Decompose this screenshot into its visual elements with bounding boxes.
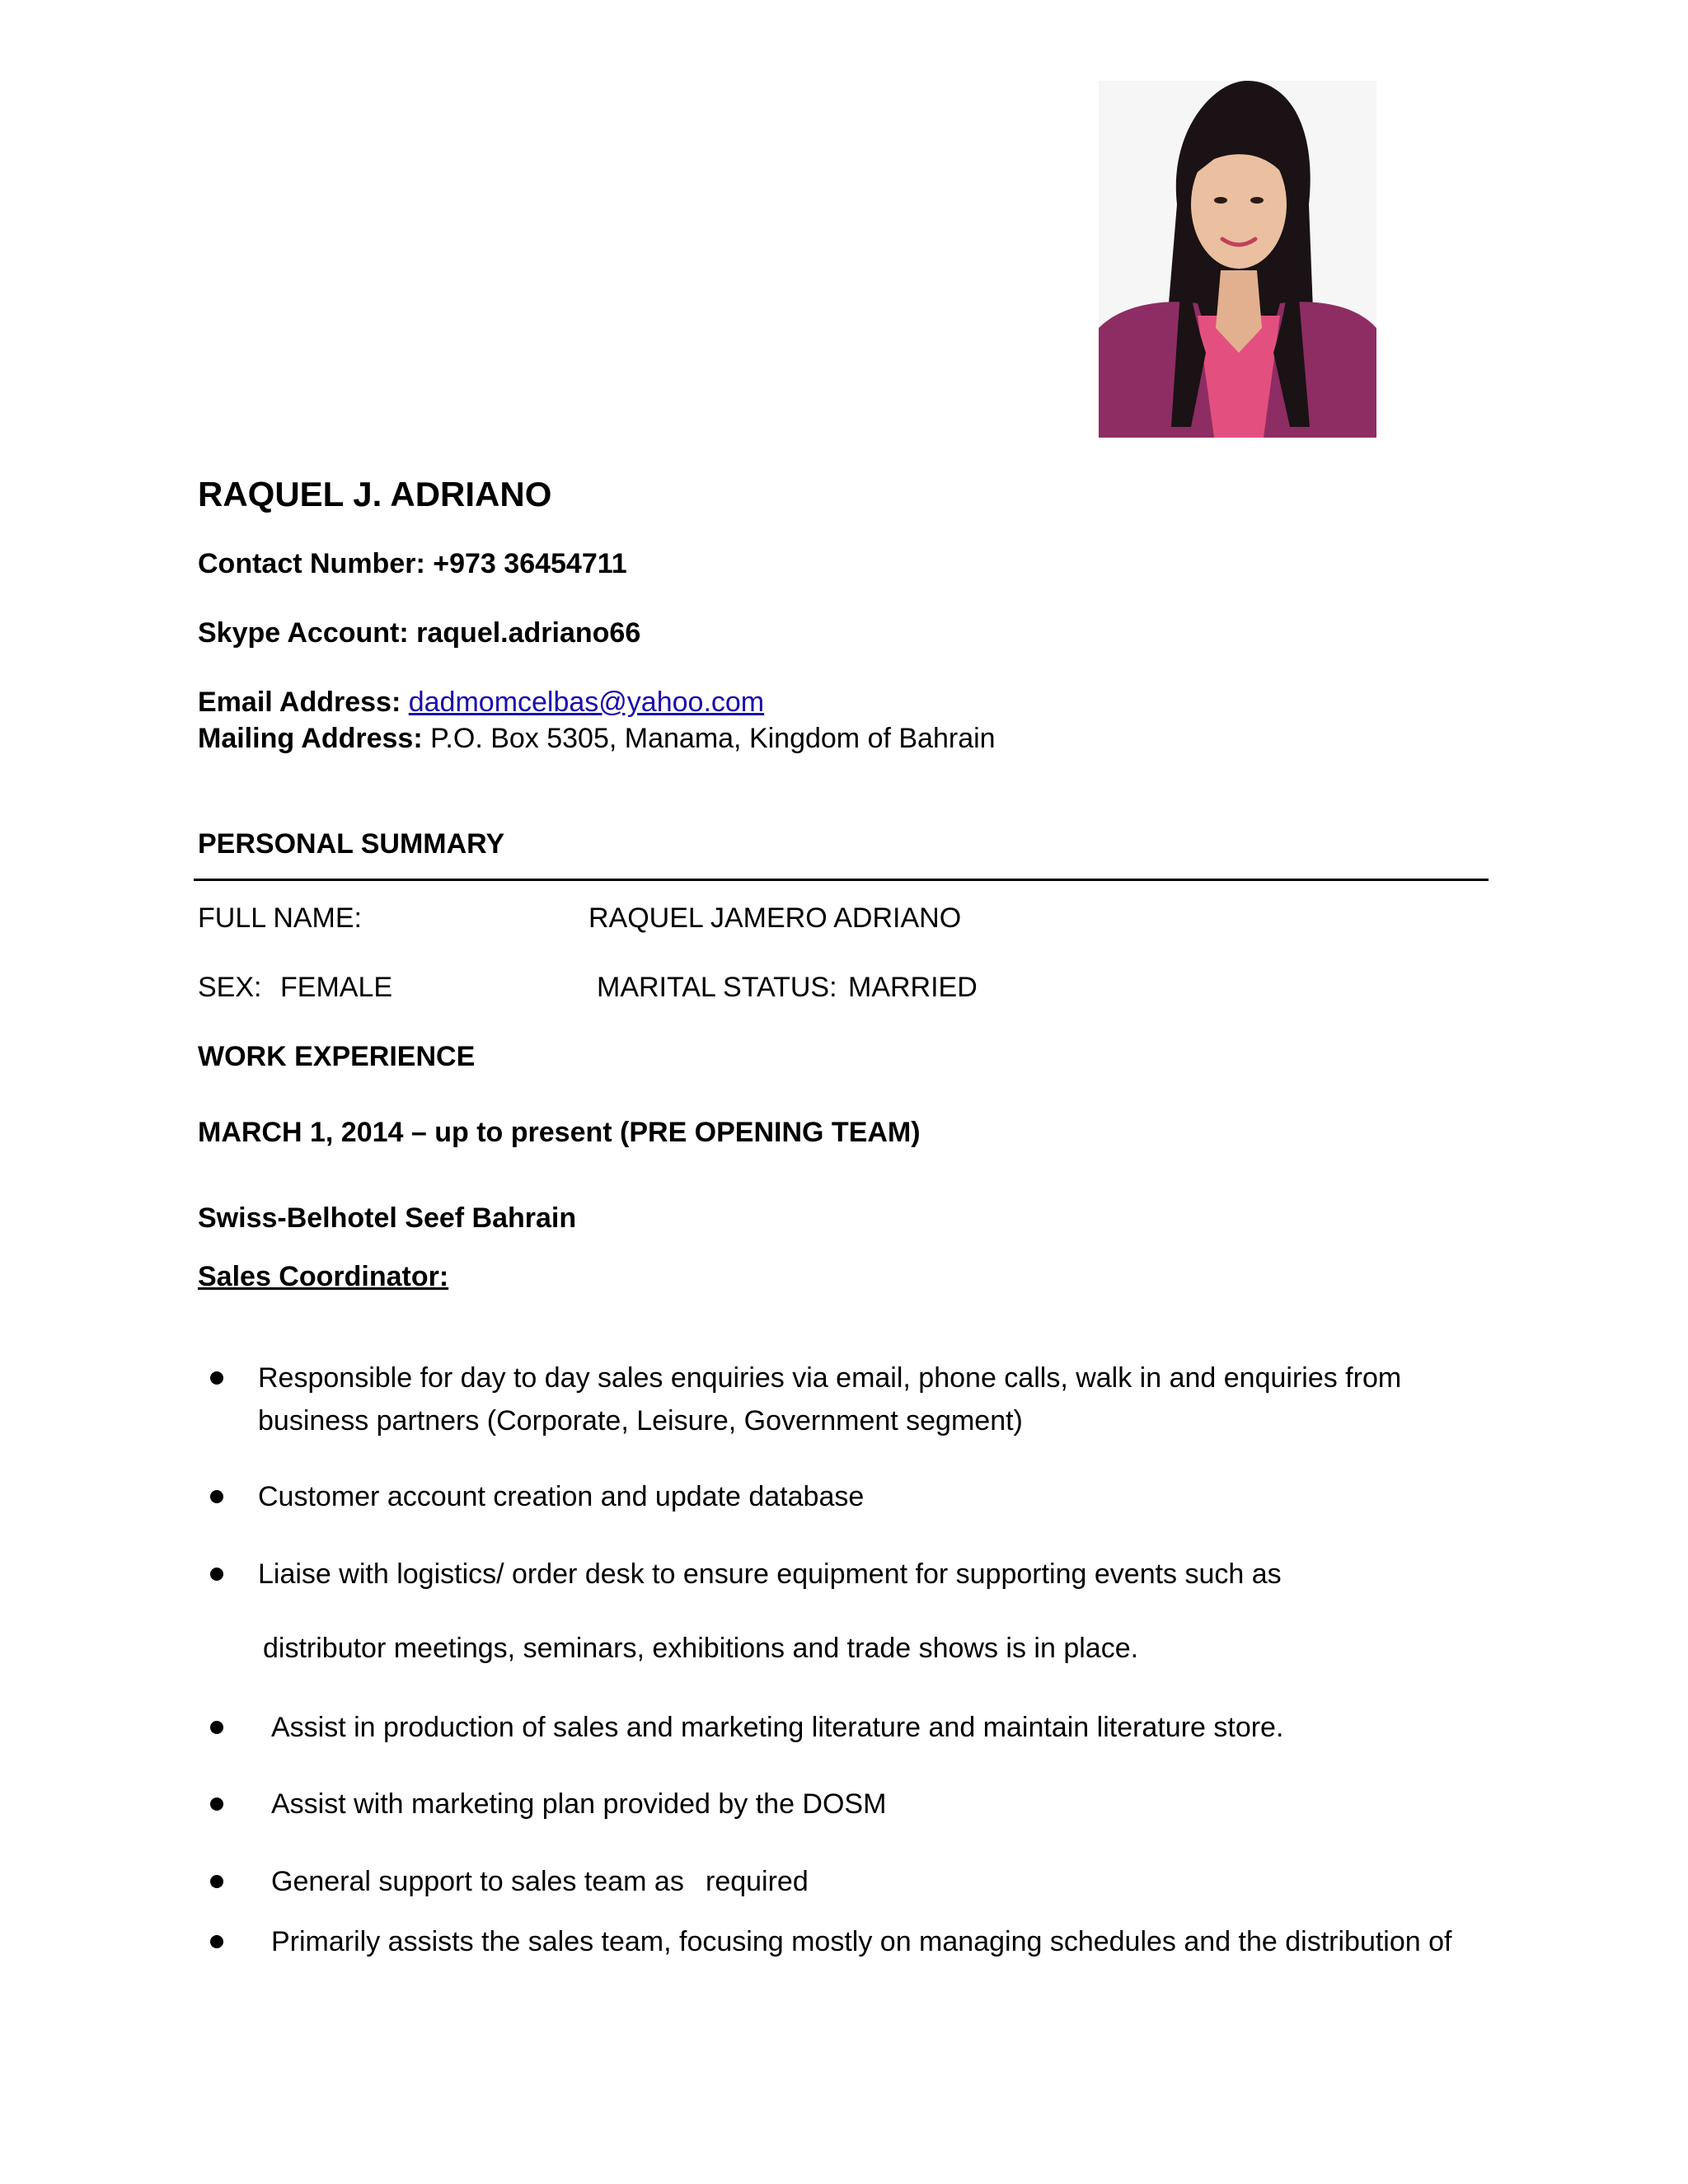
profile-photo — [1099, 81, 1376, 438]
position-title: Sales Coordinator: — [198, 1261, 449, 1292]
personal-summary-heading: PERSONAL SUMMARY — [198, 828, 505, 860]
bullet-dot-icon — [210, 1935, 223, 1948]
candidate-name: RAQUEL J. ADRIANO — [198, 475, 552, 513]
skype-account-line — [198, 616, 640, 649]
duty-line: Customer account creation and update database — [258, 1481, 865, 1512]
duty-line: business partners (Corporate, Leisure, Government segment) — [258, 1405, 1023, 1436]
duty-line: required — [706, 1866, 809, 1897]
contact-number-line — [198, 547, 627, 580]
duty-line: distributor meetings, seminars, exhibitions and trade shows is in place. — [263, 1633, 1139, 1664]
profile-photo-icon — [1099, 81, 1376, 438]
company-name: Swiss-Belhotel Seef Bahrain — [198, 1202, 577, 1234]
duty-line: Assist with marketing plan provided by the DOSM — [271, 1788, 887, 1820]
duty-line: Assist in production of sales and marketing literature and maintain literature store. — [271, 1712, 1284, 1743]
email-address-link[interactable]: dadmomcelbas@yahoo.com — [408, 687, 765, 718]
email-address-label: Email Address: — [198, 687, 401, 718]
full-name-label: FULL NAME: — [198, 902, 363, 934]
section-divider — [194, 879, 1489, 881]
contact-number-value: +973 36454711 — [433, 548, 627, 579]
bullet-dot-icon — [210, 1721, 223, 1734]
duty-line: Responsible for day to day sales enquiries via email, phone calls, walk in and enquiries from — [258, 1362, 1402, 1394]
bullet-dot-icon — [210, 1875, 223, 1888]
duty-line: Primarily assists the sales team, focusing mostly on managing schedules and the distribution of — [271, 1926, 1452, 1957]
bullet-dot-icon — [210, 1797, 223, 1811]
skype-account-label: Skype Account: — [198, 617, 409, 649]
contact-number-label: Contact Number: — [198, 548, 425, 579]
skype-account-value: raquel.adriano66 — [416, 617, 641, 649]
mailing-address-line — [198, 722, 996, 755]
sex-value: FEMALE — [280, 972, 393, 1003]
employment-period: MARCH 1, 2014 – up to present (PRE OPENING TEAM) — [198, 1117, 921, 1148]
marital-status-value: MARRIED — [848, 972, 978, 1003]
bullet-dot-icon — [210, 1490, 223, 1503]
sex-label: SEX: — [198, 972, 262, 1003]
duty-line: General support to sales team as — [271, 1866, 684, 1897]
full-name-value: RAQUEL JAMERO ADRIANO — [588, 902, 962, 934]
bullet-dot-icon — [210, 1568, 223, 1581]
work-experience-heading: WORK EXPERIENCE — [198, 1041, 476, 1072]
mailing-address-value: P.O. Box 5305, Manama, Kingdom of Bahrain — [430, 723, 996, 754]
mailing-address-label: Mailing Address: — [198, 723, 423, 754]
marital-status-label: MARITAL STATUS: — [597, 972, 837, 1003]
duty-line: Liaise with logistics/ order desk to ensure equipment for supporting events such as — [258, 1558, 1282, 1590]
bullet-dot-icon — [210, 1371, 223, 1385]
email-address-line — [198, 686, 764, 719]
